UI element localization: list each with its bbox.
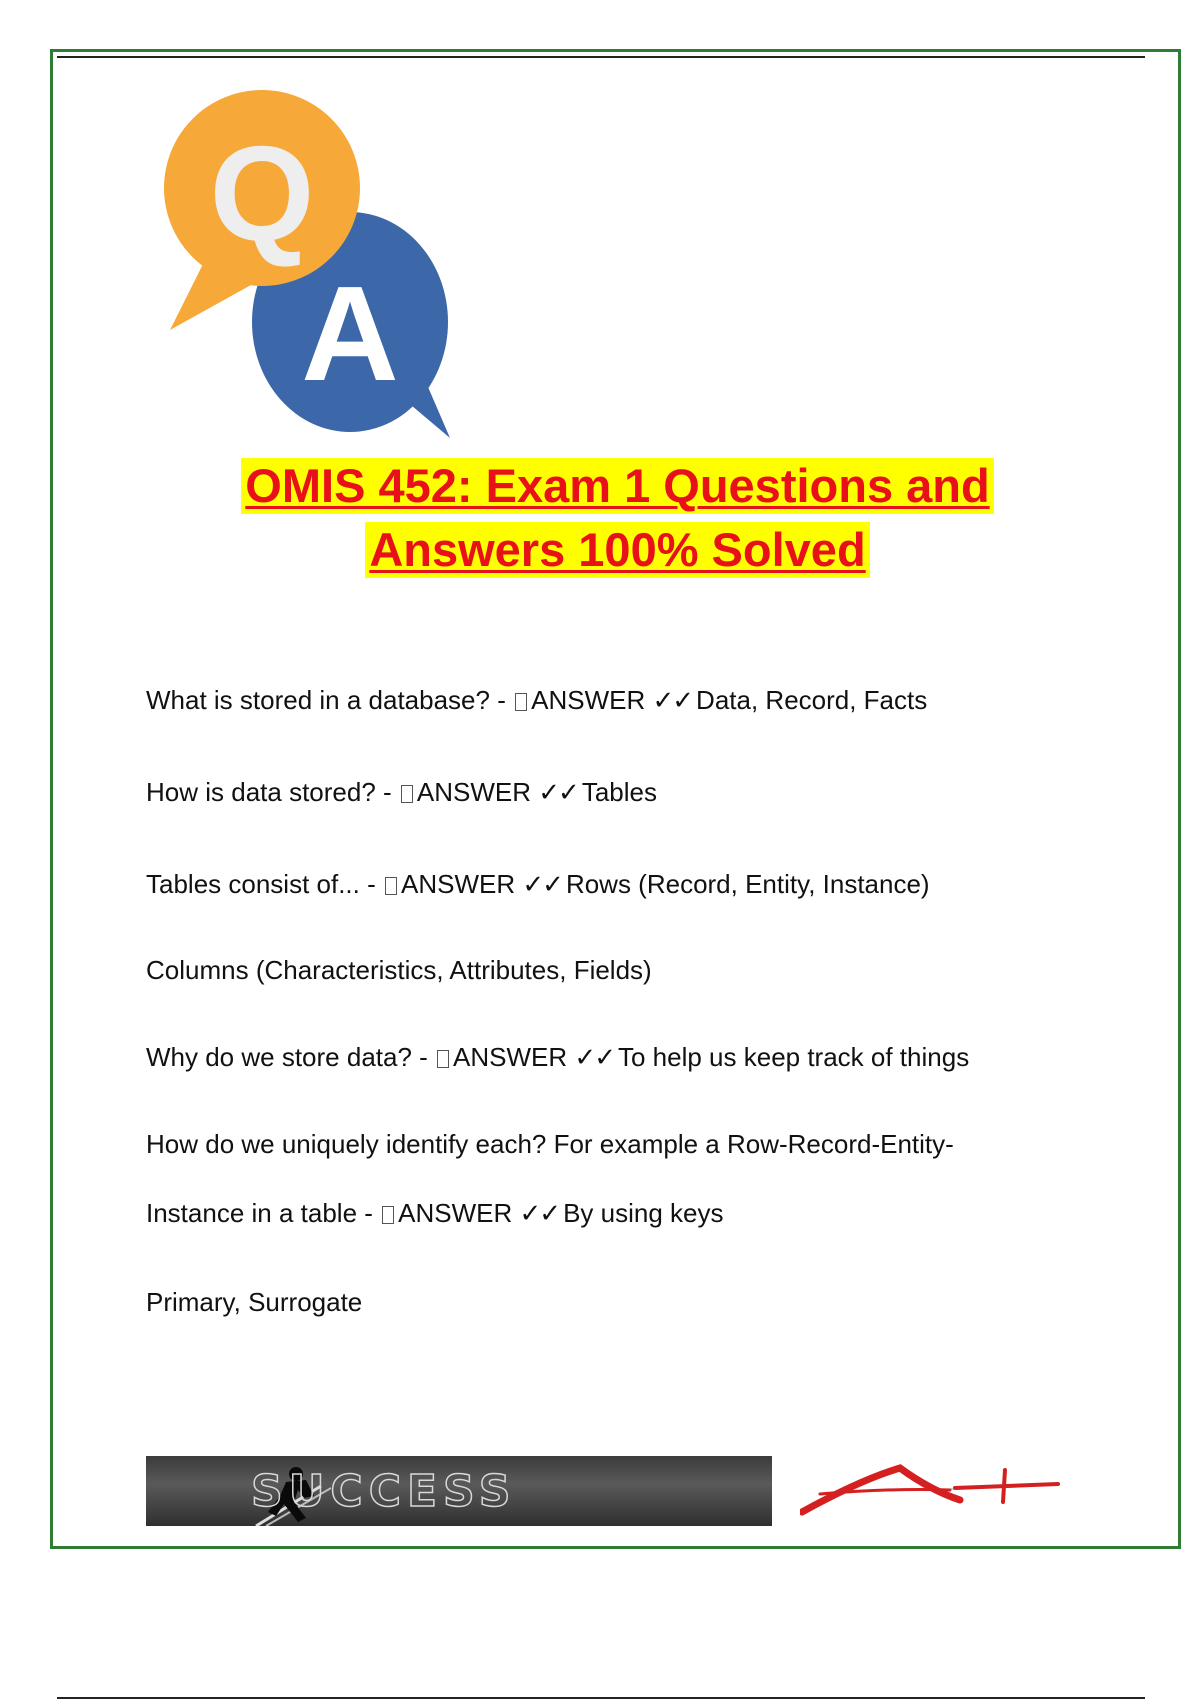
qa-item [146,684,927,716]
double-check-icon: ✓✓ [522,869,562,899]
answer-glyph-icon [385,877,397,895]
question-text-line: How do we uniquely identify each? For example a Row-Record-Entity- [146,1129,954,1159]
answer-text: By using keys [563,1198,724,1228]
svg-text:~: ~ [950,1484,956,1494]
answer-text: Tables [581,777,657,807]
answer-label: ANSWER [398,1198,513,1228]
answer-glyph-icon [382,1206,394,1224]
question-text: Instance in a table - [146,1198,373,1228]
answer-glyph-icon [515,693,527,711]
answer-glyph-icon [401,785,413,803]
success-word: SUCCESS [251,1466,517,1517]
answer-glyph-icon [437,1050,449,1068]
question-text: Tables consist of... - [146,869,376,899]
logo-a-letter: A [301,258,399,409]
answer-continuation: Primary, Surrogate [146,1287,363,1317]
bottom-rule [57,1697,1145,1699]
answer-text: To help us keep track of things [617,1042,970,1072]
question-text: Why do we store data? - [146,1042,428,1072]
answer-text: Rows (Record, Entity, Instance) [565,869,930,899]
answer-continuation: Columns (Characteristics, Attributes, Fields) [146,955,652,985]
success-banner-image [146,1456,772,1526]
top-rule [57,56,1145,58]
title-line-1: OMIS 452: Exam 1 Questions and [241,458,993,514]
qa-item [146,868,930,900]
qa-item [146,1197,724,1229]
answer-label: ANSWER [531,685,646,715]
double-check-icon: ✓✓ [574,1042,614,1072]
qa-item [146,1041,969,1073]
qa-item [146,776,657,808]
answer-label: ANSWER [401,869,516,899]
logo-q-letter: Q [209,118,315,269]
question-text: How is data stored? - [146,777,392,807]
answer-text: Data, Record, Facts [696,685,928,715]
double-check-icon: ✓✓ [538,777,578,807]
double-check-icon: ✓✓ [652,685,693,715]
document-title [150,458,1085,586]
title-line-2: Answers 100% Solved [365,522,869,578]
qa-logo-icon [150,80,460,450]
question-text: What is stored in a database? - [146,685,506,715]
answer-label: ANSWER [416,777,532,807]
a-plus-logo-icon [800,1460,1060,1520]
answer-label: ANSWER [453,1042,568,1072]
double-check-icon: ✓✓ [519,1198,560,1228]
